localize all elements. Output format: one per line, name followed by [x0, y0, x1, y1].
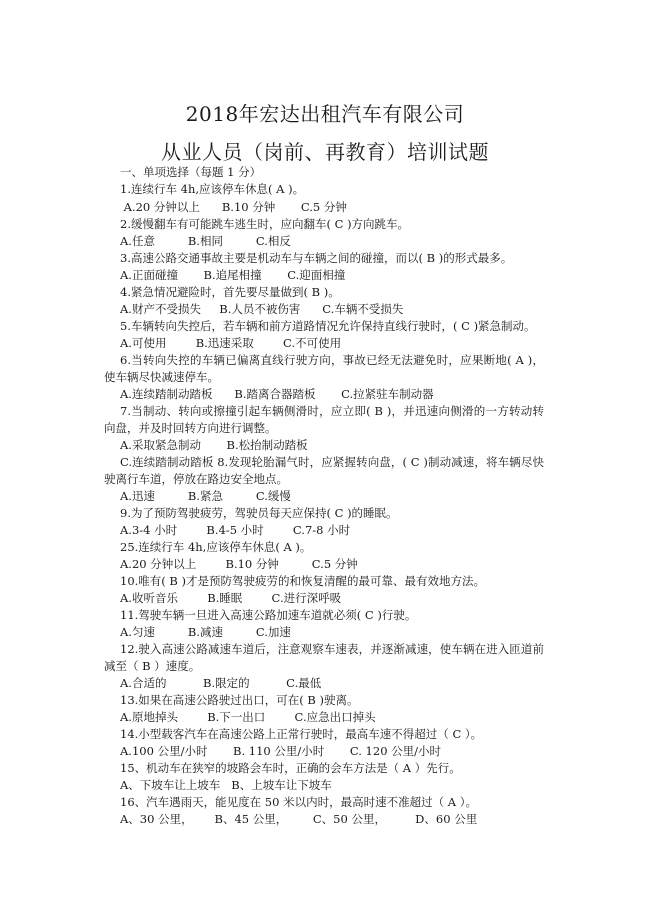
- question-11-options: A.匀速 B.减速 C.加速: [120, 625, 291, 639]
- question-16-options: A、30 公里， B、45 公里， C、50 公里， D、60 公里: [120, 812, 478, 826]
- question-3: 3.高速公路交通事故主要是机动车与车辆之间的碰撞，而以( B )的形式最多。: [120, 251, 513, 265]
- section-heading: 一、单项选择（每题 1 分）: [120, 165, 262, 179]
- question-8: C.连续踏制动踏板 8.发现轮胎漏气时，应紧握转向盘，( C )制动减速，将车辆尽快驶离行车道，停放在路边安全地点。: [104, 455, 544, 486]
- question-15: 15、机动车在狭窄的坡路会车时，正确的会车方法是（ A ）先行。: [120, 761, 461, 775]
- question-10-options: A.收听音乐 B.睡眠 C.进行深呼吸: [120, 591, 342, 605]
- question-9-options: A.3-4 小时 B.4-5 小时 C.7-8 小时: [120, 523, 351, 537]
- question-13-options: A.原地掉头 B.下一出口 C.应急出口掉头: [120, 710, 376, 724]
- question-16: 16、汽车遇雨天，能见度在 50 米以内时，最高时速不准超过（ A ）。: [120, 795, 477, 809]
- question-25-options: A.20 分钟以上 B.10 分钟 C.5 分钟: [120, 557, 358, 571]
- question-13: 13.如果在高速公路驶过出口，可在( B )驶离。: [120, 693, 359, 707]
- question-10: 10.唯有( B )才是预防驾驶疲劳的和恢复清醒的最可靠、最有效地方法。: [120, 574, 486, 588]
- question-9: 9.为了预防驾驶疲劳，驾驶员每天应保持( C )的睡眠。: [120, 506, 398, 520]
- question-25: 25.连续行车 4h,应该停车休息( A )。: [120, 540, 312, 554]
- question-3-options: A.正面碰撞 B.追尾相撞 C.迎面相撞: [120, 268, 346, 282]
- question-7: 7.当制动、转向或擦撞引起车辆侧滑时，应立即( B )，并迅速向侧滑的一方转动转向盘，并及时回转方向进行调整。: [104, 404, 544, 435]
- question-1: 1.连续行车 4h,应该停车休息( A )。: [120, 182, 305, 196]
- question-14-options: A.100 公里/小时 B. 110 公里/小时 C. 120 公里/小时: [120, 744, 442, 758]
- question-5-options: A.可使用 B.迅速采取 C.不可使用: [120, 336, 342, 350]
- question-2-options: A.任意 B.相同 C.相反: [120, 234, 291, 248]
- document-subtitle: 从业人员（岗前、再教育）培训试题: [161, 140, 489, 164]
- question-11: 11.驾驶车辆一旦进入高速公路加速车道就必须( C )行驶。: [120, 608, 417, 622]
- question-4: 4.紧急情况避险时，首先要尽量做到( B )。: [120, 285, 340, 299]
- document-title: 2018年宏达出租汽车有限公司: [185, 102, 465, 126]
- question-6-options: A.连续踏制动踏板 B.踏离合器踏板 C.拉紧驻车制动器: [120, 387, 434, 401]
- question-6: 6.当转向失控的车辆已偏离直线行驶方向，事故已经无法避免时，应果断地( A )，使车辆尽快减速停车。: [104, 353, 544, 384]
- question-15-options: A、下坡车让上坡车 B、上坡车让下坡车: [120, 778, 332, 792]
- question-4-options: A.财产不受损失 B.人员不被伤害 C.车辆不受损失: [120, 302, 404, 316]
- question-2: 2.缓慢翻车有可能跳车逃生时，应向翻车( C )方向跳车。: [120, 217, 410, 231]
- question-8-options: A.迅速 B.紧急 C.缓慢: [120, 489, 291, 503]
- question-5: 5.车辆转向失控后，若车辆和前方道路情况允许保持直线行驶时，( C )紧急制动。: [120, 319, 536, 333]
- question-12-options: A.合适的 B.限定的 C.最低: [120, 676, 322, 690]
- question-14: 14.小型载客汽车在高速公路上正常行驶时，最高车速不得超过（ C ）。: [120, 727, 483, 741]
- question-7-options: A.采取紧急制动 B.松抬制动踏板: [120, 438, 308, 452]
- question-1-options: A.20 分钟以上 B.10 分钟 C.5 分钟: [120, 200, 347, 214]
- question-12: 12.驶入高速公路减速车道后，注意观察车速表，并逐渐减速，使车辆在进入匝道前减至（ B ）速度。: [104, 642, 544, 673]
